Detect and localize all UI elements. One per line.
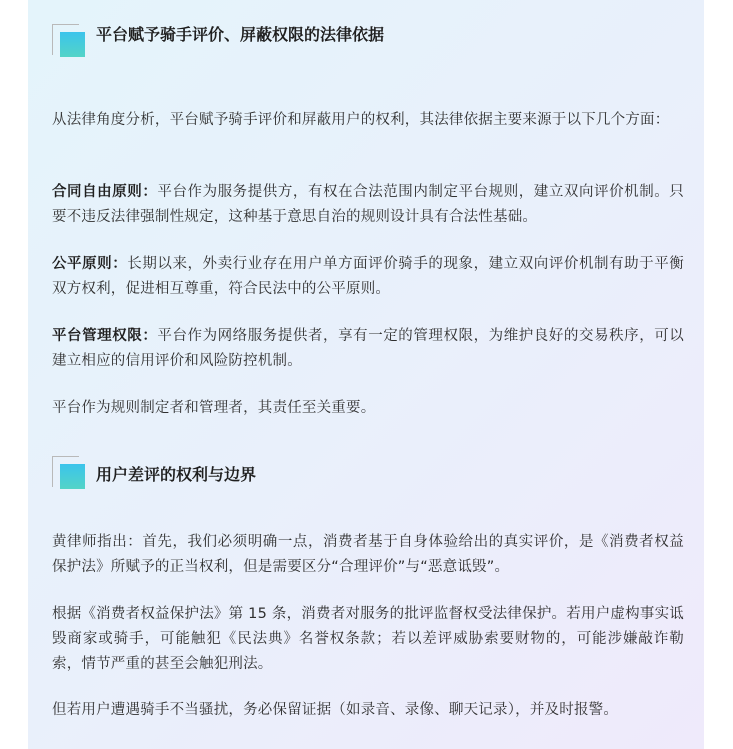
point-text: 平台作为网络服务提供者，享有一定的管理权限，为维护良好的交易秩序，可以建立相应的信用评价和风险防控机制。 (52, 328, 685, 369)
article-panel (28, 0, 704, 749)
section-heading-review-rights (52, 454, 386, 494)
heading-decoration-icon (52, 454, 92, 494)
point-paragraph (52, 324, 684, 374)
point-text: 平台作为服务提供方，有权在合法范围内制定平台规则，建立双向评价机制。只要不违反法律强制性规定，这种基于意思自治的规则设计具有合法性基础。 (52, 184, 685, 225)
point-text: 长期以来，外卖行业存在用户单方面评价骑手的现象，建立双向评价机制有助于平衡双方权利，促进相互尊重，符合民法中的公平原则。 (52, 256, 684, 297)
point-label: 平台管理权限： (52, 328, 158, 344)
point-label: 公平原则： (52, 256, 128, 272)
point-paragraph (52, 252, 684, 302)
point-paragraph (52, 180, 684, 230)
intro-paragraph: 从法律角度分析，平台赋予骑手评价和屏蔽用户的权利，其法律依据主要来源于以下几个方面： (52, 112, 670, 128)
section-heading-legal-basis (52, 22, 386, 62)
body-paragraph: 但若用户遭遇骑手不当骚扰，务必保留证据（如录音、录像、聊天记录），并及时报警。 (52, 702, 619, 718)
section-title: 用户差评的权利与边界 (96, 465, 257, 484)
section-title: 平台赋予骑手评价、屏蔽权限的法律依据 (96, 25, 385, 44)
closing-paragraph: 平台作为规则制定者和管理者，其责任至关重要。 (52, 400, 376, 416)
heading-decoration-icon (52, 22, 92, 62)
body-paragraph: 根据《消费者权益保护法》第 15 条，消费者对服务的批评监督权受法律保护。若用户虚构事实诋毁商家或骑手，可能触犯《民法典》名誉权条款；若以差评威胁索要财物的，可能涉嫌敲诈勒索，情节严重的甚至会触犯刑法。 (52, 606, 684, 672)
point-label: 合同自由原则： (52, 184, 158, 200)
body-paragraph: 黄律师指出：首先，我们必须明确一点，消费者基于自身体验给出的真实评价，是《消费者权益保护法》所赋予的正当权利，但是需要区分“合理评价”与“恶意诋毁”。 (52, 534, 684, 575)
